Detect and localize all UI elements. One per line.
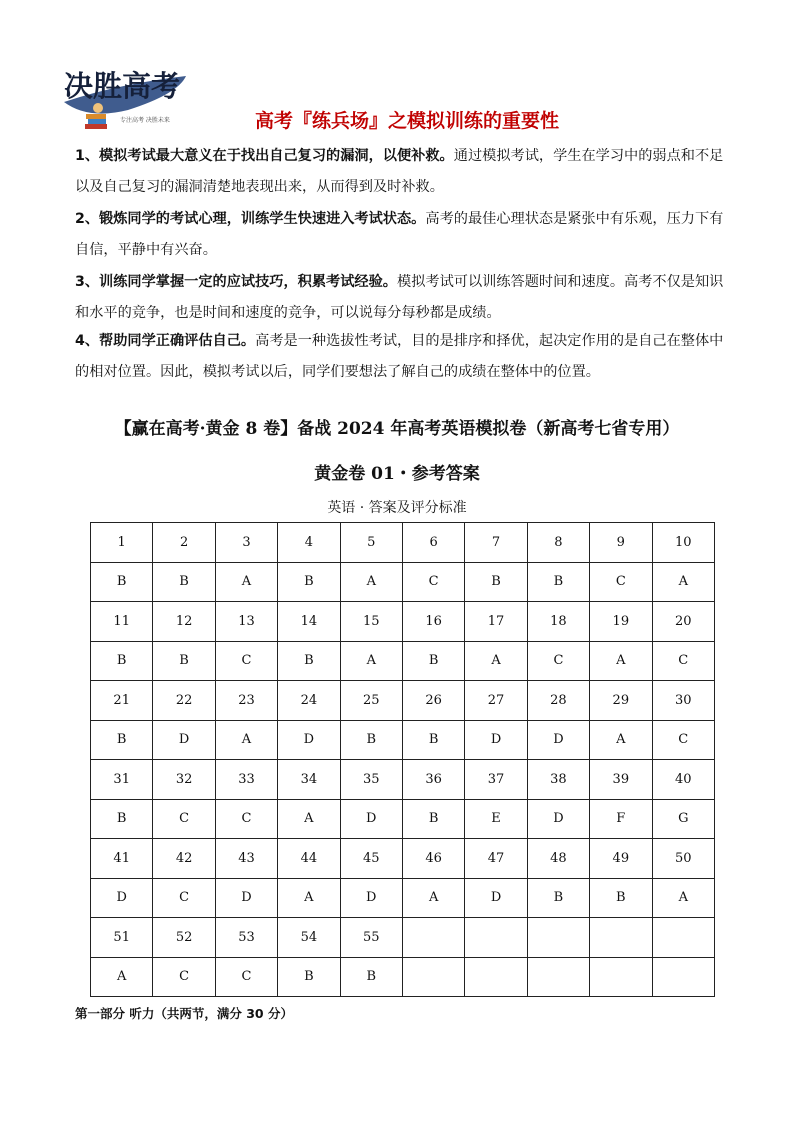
- question-number-cell: 33: [215, 760, 277, 800]
- question-number-cell: 13: [215, 602, 277, 642]
- answer-cell: B: [278, 562, 340, 602]
- answer-row: [91, 562, 715, 602]
- question-number-cell: 14: [278, 602, 340, 642]
- answer-row: [91, 720, 715, 760]
- question-number-cell: 32: [153, 760, 215, 800]
- answer-cell: B: [465, 562, 527, 602]
- question-number-cell: 55: [340, 918, 402, 958]
- answer-cell: D: [215, 878, 277, 918]
- answer-cell: B: [527, 562, 589, 602]
- question-number-cell: 6: [402, 523, 464, 563]
- answer-cell: B: [153, 641, 215, 681]
- answer-cell: C: [153, 799, 215, 839]
- question-number-cell: 25: [340, 681, 402, 721]
- question-number-cell: 20: [652, 602, 714, 642]
- answer-cell: [590, 957, 652, 997]
- paragraph-lead: 3、训练同学掌握一定的应试技巧，积累考试经验。: [75, 274, 397, 290]
- question-number-cell: 11: [91, 602, 153, 642]
- question-number-cell: 23: [215, 681, 277, 721]
- paragraph-3: [75, 267, 725, 329]
- question-number-cell: 27: [465, 681, 527, 721]
- logo-tagline: 专注高考 决胜未来: [120, 117, 170, 124]
- answer-cell: D: [527, 799, 589, 839]
- question-number-cell: 16: [402, 602, 464, 642]
- question-number-cell: 39: [590, 760, 652, 800]
- answer-row: [91, 641, 715, 681]
- question-number-cell: 28: [527, 681, 589, 721]
- question-number-cell: 48: [527, 839, 589, 879]
- exam-title: 【赢在高考·黄金 8 卷】备战 2024 年高考英语模拟卷（新高考七省专用）: [114, 419, 680, 439]
- answer-cell: D: [91, 878, 153, 918]
- answer-cell: [652, 957, 714, 997]
- answer-cell: D: [153, 720, 215, 760]
- answer-cell: D: [465, 878, 527, 918]
- paragraph-2: [75, 204, 725, 266]
- answer-cell: A: [91, 957, 153, 997]
- question-number-cell: 49: [590, 839, 652, 879]
- question-number-cell: 35: [340, 760, 402, 800]
- answer-cell: D: [465, 720, 527, 760]
- answer-cell: A: [652, 878, 714, 918]
- answer-table: [90, 522, 715, 997]
- question-number-cell: 50: [652, 839, 714, 879]
- question-number-cell: [527, 918, 589, 958]
- answer-cell: B: [91, 641, 153, 681]
- paragraph-lead: 2、锻炼同学的考试心理，训练学生快速进入考试状态。: [75, 211, 426, 227]
- answer-cell: B: [402, 641, 464, 681]
- question-number-cell: 41: [91, 839, 153, 879]
- question-number-cell: [590, 918, 652, 958]
- answer-cell: B: [590, 878, 652, 918]
- answer-cell: B: [153, 562, 215, 602]
- answer-cell: B: [278, 957, 340, 997]
- answer-cell: C: [590, 562, 652, 602]
- question-number-cell: 12: [153, 602, 215, 642]
- answer-row: [91, 957, 715, 997]
- exam-caption: 英语 · 答案及评分标准: [327, 500, 467, 516]
- question-number-cell: 43: [215, 839, 277, 879]
- paragraph-4: [75, 326, 725, 388]
- question-number-cell: 44: [278, 839, 340, 879]
- question-number-cell: 2: [153, 523, 215, 563]
- question-number-cell: 15: [340, 602, 402, 642]
- question-number-cell: [402, 918, 464, 958]
- question-number-row: [91, 760, 715, 800]
- question-number-cell: 36: [402, 760, 464, 800]
- answer-cell: A: [215, 720, 277, 760]
- answer-cell: [402, 957, 464, 997]
- answer-cell: D: [278, 720, 340, 760]
- answer-cell: B: [527, 878, 589, 918]
- question-number-row: [91, 602, 715, 642]
- question-number-cell: [652, 918, 714, 958]
- answer-cell: E: [465, 799, 527, 839]
- paragraph-body: 高考的最佳心理状态是紧张中有乐观，压力下有自信，平静中有兴奋。: [75, 211, 724, 258]
- answer-cell: C: [527, 641, 589, 681]
- answer-cell: B: [278, 641, 340, 681]
- question-number-cell: 29: [590, 681, 652, 721]
- question-number-cell: 19: [590, 602, 652, 642]
- answer-cell: B: [91, 799, 153, 839]
- answer-cell: C: [652, 641, 714, 681]
- paragraph-body: 模拟考试可以训练答题时间和速度。高考不仅是知识和水平的竞争，也是时间和速度的竞争，可以说每分每秒都是成绩。: [75, 274, 724, 321]
- question-number-cell: 21: [91, 681, 153, 721]
- question-number-cell: 3: [215, 523, 277, 563]
- answer-cell: [465, 957, 527, 997]
- question-number-cell: 1: [91, 523, 153, 563]
- question-number-cell: 51: [91, 918, 153, 958]
- answer-cell: A: [340, 562, 402, 602]
- question-number-cell: 26: [402, 681, 464, 721]
- question-number-row: [91, 523, 715, 563]
- answer-cell: D: [340, 799, 402, 839]
- answer-cell: C: [153, 957, 215, 997]
- question-number-cell: 38: [527, 760, 589, 800]
- answer-cell: A: [465, 641, 527, 681]
- answer-cell: A: [215, 562, 277, 602]
- paragraph-body: 通过模拟考试，学生在学习中的弱点和不足以及自己复习的漏洞清楚地表现出来，从而得到及时补救。: [75, 148, 724, 195]
- question-number-cell: [465, 918, 527, 958]
- answer-cell: C: [153, 878, 215, 918]
- answer-cell: C: [652, 720, 714, 760]
- question-number-cell: 10: [652, 523, 714, 563]
- answer-cell: D: [340, 878, 402, 918]
- question-number-cell: 52: [153, 918, 215, 958]
- answer-cell: B: [402, 720, 464, 760]
- question-number-cell: 53: [215, 918, 277, 958]
- answer-cell: B: [340, 720, 402, 760]
- answer-cell: G: [652, 799, 714, 839]
- exam-subtitle: 黄金卷 01・参考答案: [314, 464, 480, 484]
- answer-cell: D: [527, 720, 589, 760]
- question-number-cell: 31: [91, 760, 153, 800]
- question-number-cell: 54: [278, 918, 340, 958]
- question-number-cell: 37: [465, 760, 527, 800]
- answer-cell: C: [215, 799, 277, 839]
- answer-cell: A: [278, 799, 340, 839]
- question-number-cell: 24: [278, 681, 340, 721]
- section-heading: 第一部分 听力（共两节，满分 30 分）: [75, 1006, 293, 1021]
- paragraph-lead: 4、帮助同学正确评估自己。: [75, 333, 256, 349]
- question-number-cell: 5: [340, 523, 402, 563]
- answer-cell: A: [402, 878, 464, 918]
- paragraph-body: 高考是一种选拔性考试，目的是排序和择优，起决定作用的是自己在整体中的相对位置。因此，模拟考试以后，同学们要想法了解自己的成绩在整体中的位置。: [75, 333, 724, 380]
- question-number-cell: 34: [278, 760, 340, 800]
- question-number-cell: 45: [340, 839, 402, 879]
- answer-cell: A: [590, 641, 652, 681]
- answer-cell: [527, 957, 589, 997]
- question-number-cell: 46: [402, 839, 464, 879]
- question-number-cell: 22: [153, 681, 215, 721]
- question-number-cell: 17: [465, 602, 527, 642]
- answer-cell: A: [278, 878, 340, 918]
- answer-cell: C: [215, 641, 277, 681]
- question-number-cell: 18: [527, 602, 589, 642]
- answer-cell: A: [652, 562, 714, 602]
- question-number-row: [91, 681, 715, 721]
- answer-cell: B: [91, 720, 153, 760]
- question-number-cell: 4: [278, 523, 340, 563]
- answer-cell: C: [215, 957, 277, 997]
- question-number-cell: 47: [465, 839, 527, 879]
- question-number-cell: 7: [465, 523, 527, 563]
- question-number-cell: 8: [527, 523, 589, 563]
- answer-cell: A: [340, 641, 402, 681]
- question-number-cell: 40: [652, 760, 714, 800]
- answer-cell: B: [91, 562, 153, 602]
- question-number-row: [91, 839, 715, 879]
- question-number-cell: 30: [652, 681, 714, 721]
- answer-row: [91, 878, 715, 918]
- answer-cell: B: [402, 799, 464, 839]
- paragraph-1: [75, 141, 725, 203]
- answer-cell: F: [590, 799, 652, 839]
- answer-cell: B: [340, 957, 402, 997]
- question-number-cell: 42: [153, 839, 215, 879]
- logo-text: 决胜高考: [64, 69, 181, 103]
- question-number-row: [91, 918, 715, 958]
- answer-cell: C: [402, 562, 464, 602]
- banner-title: 高考『练兵场』之模拟训练的重要性: [254, 110, 559, 132]
- question-number-cell: 9: [590, 523, 652, 563]
- paragraph-lead: 1、模拟考试最大意义在于找出自己复习的漏洞，以便补救。: [75, 148, 454, 164]
- answer-row: [91, 799, 715, 839]
- answer-cell: A: [590, 720, 652, 760]
